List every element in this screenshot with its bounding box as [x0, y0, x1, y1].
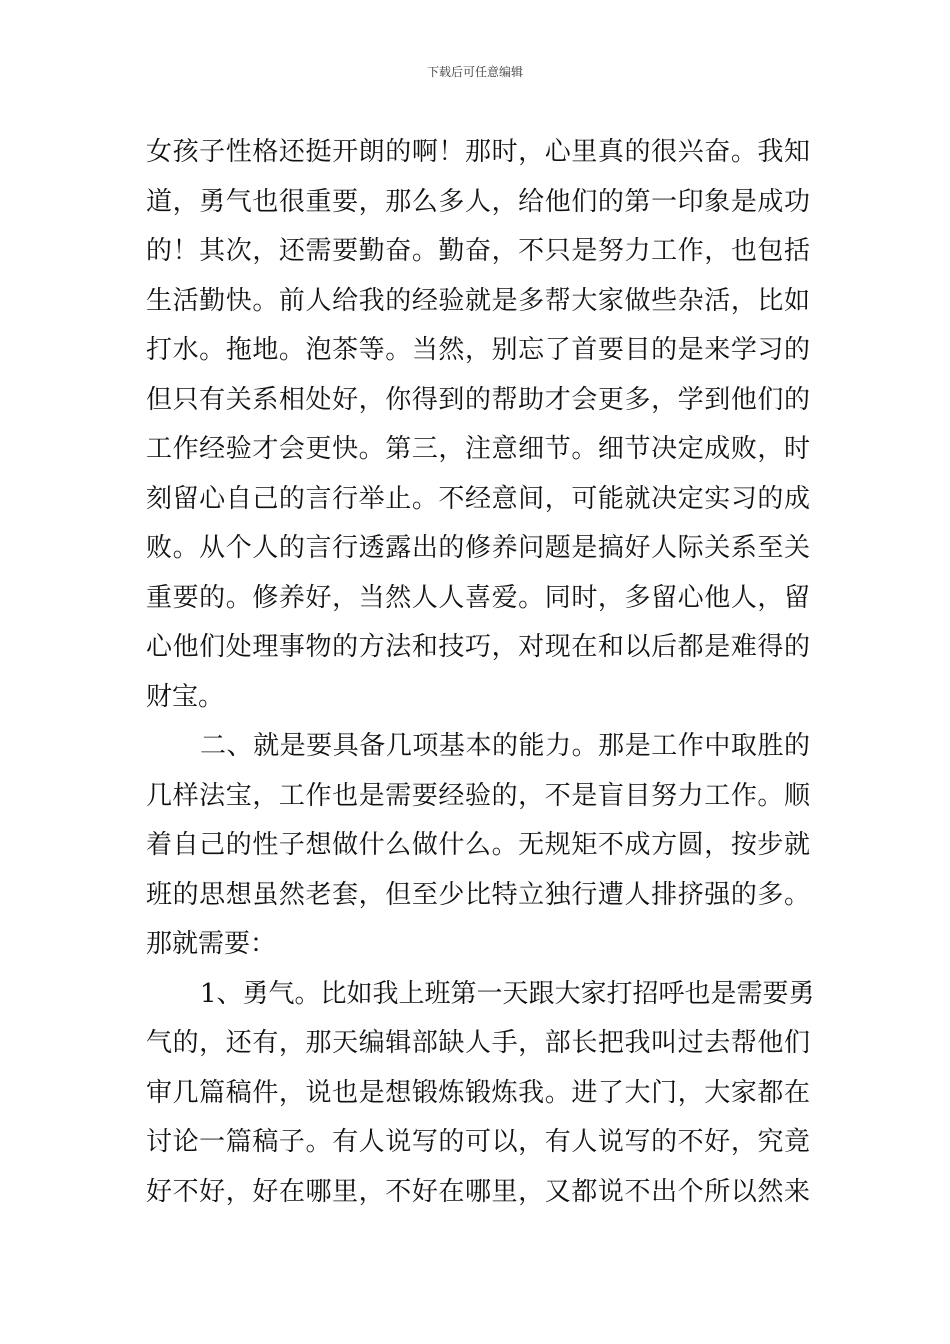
text-line: 道，勇气也很重要，那么多人，给他们的第一印象是成功	[146, 186, 810, 217]
text-line: 那就需要：	[146, 929, 277, 959]
body-text	[146, 128, 815, 1217]
text-line: 审几篇稿件，说也是想锻炼锻炼我。进了大门，大家都在	[146, 1077, 810, 1108]
page-header: 下载后可任意编辑	[426, 65, 523, 79]
text-line: 班的思想虽然老套，但至少比特立独行遭人排挤强的多。	[146, 879, 810, 910]
text-line: 工作经验才会更快。第三，注意细节。细节决定成败，时	[146, 434, 810, 464]
paragraph-start-line: 二、就是要具备几项基本的能力。那是工作中取胜的	[200, 731, 810, 761]
text-line: 败。从个人的言行透露出的修养问题是搞好人际关系至关	[146, 533, 810, 563]
text-line: 女孩子性格还挺开朗的啊！那时，心里真的很兴奋。我知	[146, 137, 810, 167]
text-line: 好不好，好在哪里，不好在哪里，又都说不出个所以然来	[146, 1176, 810, 1207]
text-line: 财宝。	[146, 681, 225, 712]
text-line: 重要的。修养好，当然人人喜爱。同时，多留心他人，留	[146, 582, 810, 613]
text-line: 打水。拖地。泡茶等。当然，别忘了首要目的是来学习的	[146, 335, 810, 365]
text-line: 生活勤快。前人给我的经验就是多帮大家做些杂活，比如	[146, 285, 810, 316]
text-line: 讨论一篇稿子。有人说写的可以，有人说写的不好，究竟	[146, 1127, 810, 1157]
text-line: 气的，还有，那天编辑部缺人手，部长把我叫过去帮他们	[146, 1028, 810, 1058]
paragraph-start-line: 1、勇气。比如我上班第一天跟大家打招呼也是需要勇	[200, 978, 815, 1009]
text-line: 的！其次，还需要勤奋。勤奋，不只是努力工作，也包括	[146, 236, 810, 266]
text-line: 几样法宝，工作也是需要经验的，不是盲目努力工作。顺	[146, 780, 810, 811]
text-line: 着自己的性子想做什么做什么。无规矩不成方圆，按步就	[146, 830, 810, 860]
text-line: 心他们处理事物的方法和技巧，对现在和以后都是难得的	[146, 632, 810, 662]
text-line: 刻留心自己的言行举止。不经意间，可能就决定实习的成	[146, 483, 810, 514]
text-line: 但只有关系相处好，你得到的帮助才会更多，学到他们的	[146, 384, 810, 415]
